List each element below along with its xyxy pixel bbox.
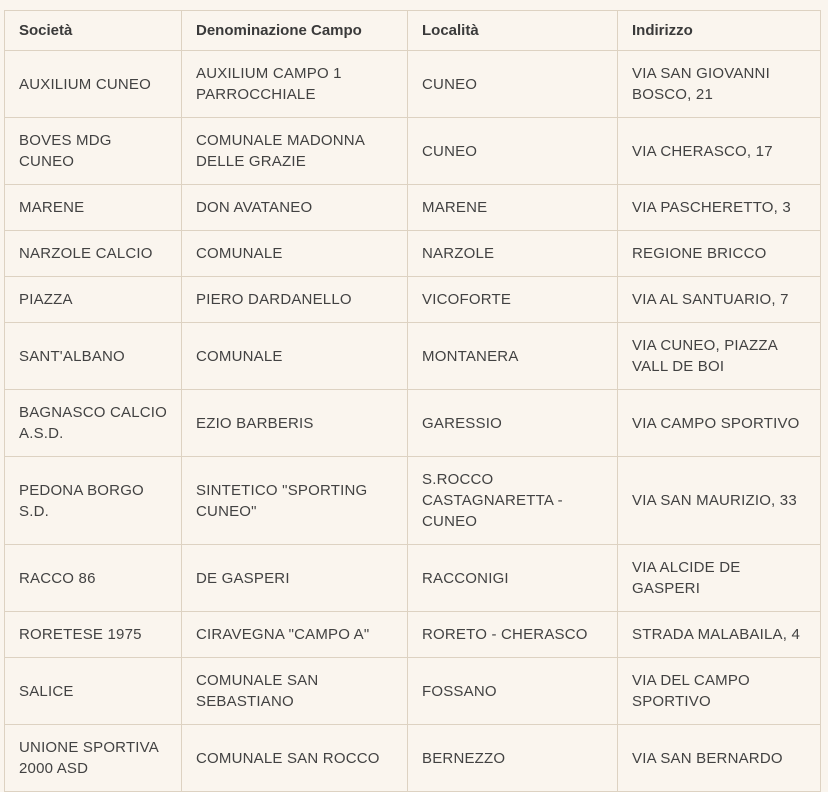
table-cell-societa: AUXILIUM CUNEO [5, 51, 182, 118]
table-row [5, 658, 821, 725]
table-cell-denominazione-campo: COMUNALE [182, 323, 408, 390]
table-cell-localita: MARENE [408, 185, 618, 231]
table-cell-denominazione-campo: SINTETICO "SPORTING CUNEO" [182, 457, 408, 545]
table-cell-societa: PEDONA BORGO S.D. [5, 457, 182, 545]
table-cell-indirizzo: VIA SAN BERNARDO [618, 725, 821, 792]
table-body [5, 51, 821, 792]
table-cell-societa: UNIONE SPORTIVA 2000 ASD [5, 725, 182, 792]
table-cell-societa: RORETESE 1975 [5, 612, 182, 658]
table-cell-localita: CUNEO [408, 118, 618, 185]
column-header-localita: Località [408, 11, 618, 51]
table-cell-localita: MONTANERA [408, 323, 618, 390]
table-cell-indirizzo: VIA SAN GIOVANNI BOSCO, 21 [618, 51, 821, 118]
table-row [5, 185, 821, 231]
column-header-societa: Società [5, 11, 182, 51]
table-row [5, 612, 821, 658]
table-row [5, 545, 821, 612]
table-cell-denominazione-campo: COMUNALE [182, 231, 408, 277]
table-cell-indirizzo: VIA PASCHERETTO, 3 [618, 185, 821, 231]
table-row [5, 390, 821, 457]
table-cell-indirizzo: REGIONE BRICCO [618, 231, 821, 277]
table-row [5, 231, 821, 277]
table-cell-indirizzo: VIA AL SANTUARIO, 7 [618, 277, 821, 323]
table-cell-societa: NARZOLE CALCIO [5, 231, 182, 277]
table-cell-localita: VICOFORTE [408, 277, 618, 323]
table-cell-localita: RACCONIGI [408, 545, 618, 612]
table-cell-denominazione-campo: AUXILIUM CAMPO 1 PARROCCHIALE [182, 51, 408, 118]
table-header-row [5, 11, 821, 51]
table-cell-localita: CUNEO [408, 51, 618, 118]
table-cell-societa: BAGNASCO CALCIO A.S.D. [5, 390, 182, 457]
table-row [5, 277, 821, 323]
table-cell-indirizzo: VIA CHERASCO, 17 [618, 118, 821, 185]
table-row [5, 725, 821, 792]
table-row [5, 51, 821, 118]
table-cell-localita: BERNEZZO [408, 725, 618, 792]
table-cell-denominazione-campo: CIRAVEGNA "CAMPO A" [182, 612, 408, 658]
table-cell-societa: SALICE [5, 658, 182, 725]
venues-table [4, 10, 821, 792]
table-cell-indirizzo: VIA DEL CAMPO SPORTIVO [618, 658, 821, 725]
table-cell-societa: PIAZZA [5, 277, 182, 323]
table-cell-denominazione-campo: EZIO BARBERIS [182, 390, 408, 457]
table-row [5, 118, 821, 185]
table-cell-denominazione-campo: COMUNALE SAN ROCCO [182, 725, 408, 792]
table-cell-denominazione-campo: PIERO DARDANELLO [182, 277, 408, 323]
table-cell-indirizzo: VIA CAMPO SPORTIVO [618, 390, 821, 457]
table-cell-indirizzo: VIA SAN MAURIZIO, 33 [618, 457, 821, 545]
table-cell-societa: MARENE [5, 185, 182, 231]
table-cell-denominazione-campo: DE GASPERI [182, 545, 408, 612]
table-cell-localita: GARESSIO [408, 390, 618, 457]
table-cell-localita: S.ROCCO CASTAGNARETTA - CUNEO [408, 457, 618, 545]
table-row [5, 323, 821, 390]
table-cell-denominazione-campo: COMUNALE SAN SEBASTIANO [182, 658, 408, 725]
table-cell-societa: RACCO 86 [5, 545, 182, 612]
column-header-denominazione-campo: Denominazione Campo [182, 11, 408, 51]
table-cell-denominazione-campo: COMUNALE MADONNA DELLE GRAZIE [182, 118, 408, 185]
table-cell-societa: BOVES MDG CUNEO [5, 118, 182, 185]
table-cell-indirizzo: STRADA MALABAILA, 4 [618, 612, 821, 658]
table-cell-localita: RORETO - CHERASCO [408, 612, 618, 658]
table-cell-localita: FOSSANO [408, 658, 618, 725]
table-cell-societa: SANT'ALBANO [5, 323, 182, 390]
table-cell-localita: NARZOLE [408, 231, 618, 277]
table-cell-denominazione-campo: DON AVATANEO [182, 185, 408, 231]
table-row [5, 457, 821, 545]
column-header-indirizzo: Indirizzo [618, 11, 821, 51]
table-cell-indirizzo: VIA ALCIDE DE GASPERI [618, 545, 821, 612]
table-cell-indirizzo: VIA CUNEO, PIAZZA VALL DE BOI [618, 323, 821, 390]
